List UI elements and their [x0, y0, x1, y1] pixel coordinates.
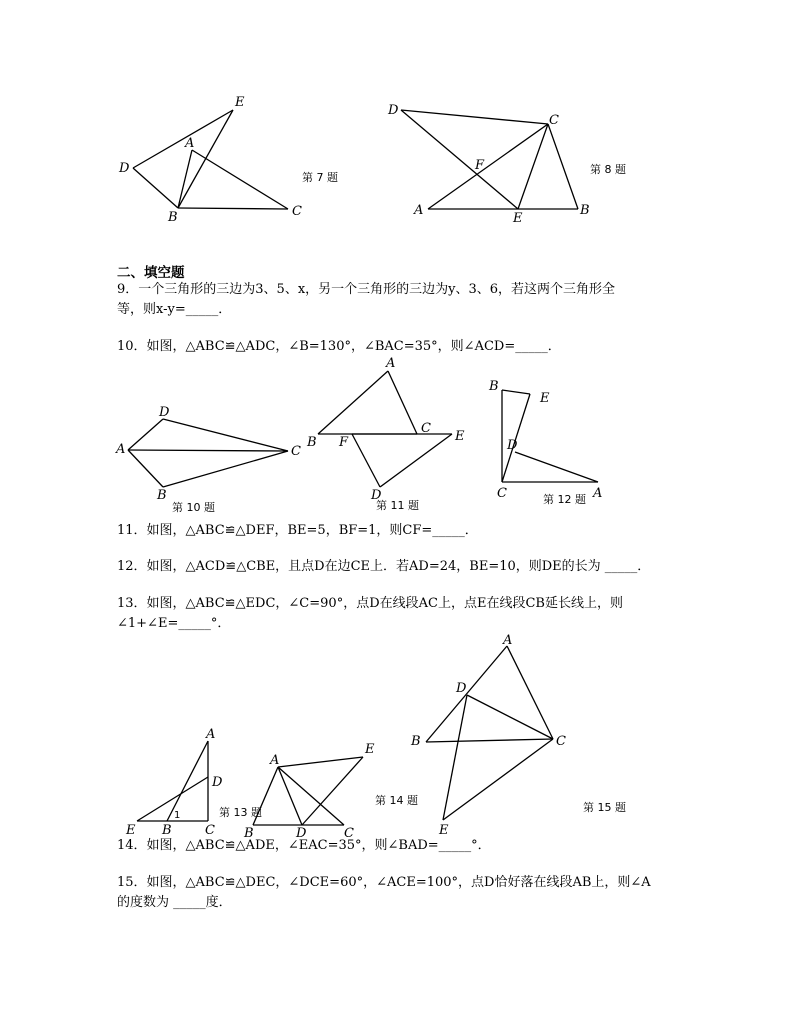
figure-8: [387, 103, 590, 226]
fig7-label-B: B: [168, 210, 178, 225]
fig13-label-D: D: [212, 775, 223, 790]
question-9-line-2: 等，则x-y=_____．: [117, 302, 232, 317]
fig8-label-F: F: [475, 158, 485, 173]
question-11: 11．如图，△ABC≌△DEF，BE=5，BF=1，则CF=_____．: [117, 523, 478, 538]
fig8-label-B: B: [580, 203, 590, 218]
fig15-label-B: B: [411, 734, 421, 749]
fig14-label-C: C: [344, 826, 354, 841]
fig11-label-E: E: [455, 429, 465, 444]
fig8-label-E: E: [513, 211, 523, 226]
fig15-label-C: C: [556, 734, 566, 749]
fig7-label-C: C: [292, 204, 302, 219]
fig8-label-C: C: [549, 113, 559, 128]
fig14-label-E: E: [365, 742, 375, 757]
figure-13: [125, 727, 223, 838]
fig7-label-E: E: [235, 95, 245, 110]
fig13-label-B: B: [162, 823, 172, 838]
figure-11: [306, 356, 465, 503]
figure-14: [243, 742, 375, 841]
fig8-label-A: A: [414, 203, 424, 218]
fig7-label-D: D: [119, 161, 130, 176]
fig14-label-B: B: [244, 826, 254, 841]
figure-11-caption: 第 11 题: [376, 499, 419, 512]
fig13-label-A: A: [206, 727, 216, 742]
fig12-label-B: B: [489, 379, 499, 394]
fig11-label-C: C: [421, 421, 431, 436]
fig12-label-C: C: [497, 486, 507, 501]
figure-7-caption: 第 7 题: [302, 171, 338, 184]
figure-15: [410, 633, 566, 838]
question-12: 12．如图，△ACD≌△CBE，且点D在边CE上．若AD=24，BE=10，则DE的长为 _____．: [117, 559, 651, 574]
question-10: 10．如图，△ABC≌△ADC，∠B=130°，∠BAC=35°，则∠ACD=_____．: [117, 339, 561, 354]
section-heading: 二、填空题: [117, 265, 185, 281]
fig10-label-A: A: [116, 442, 126, 457]
fig11-label-F: F: [339, 435, 349, 450]
fig14-label-A: A: [270, 753, 280, 768]
fig7-label-A: A: [185, 136, 195, 151]
figure-15-caption: 第 15 题: [583, 801, 626, 814]
figure-12: [488, 379, 602, 501]
fig15-label-D: D: [456, 681, 467, 696]
fig15-label-E: E: [439, 823, 449, 838]
question-14: 14．如图，△ABC≌△ADE，∠EAC=35°，则∠BAD=_____°．: [117, 838, 491, 853]
question-9-line-1: 9．一个三角形的三边为3、5、x，另一个三角形的三边为y、3、6，若这两个三角形全: [117, 282, 616, 297]
figure-8-caption: 第 8 题: [590, 163, 626, 176]
figure-10-caption: 第 10 题: [172, 501, 215, 514]
fig10-label-C: C: [291, 444, 301, 459]
figure-7: [118, 95, 302, 225]
question-15-line-1: 15．如图，△ABC≌△DEC，∠DCE=60°，∠ACE=100°，点D恰好落在线段AB上，则∠A: [117, 875, 651, 890]
fig10-label-B: B: [157, 488, 167, 503]
fig15-label-A: A: [503, 633, 513, 648]
fig13-label-C: C: [205, 823, 215, 838]
figure-14-caption: 第 14 题: [375, 794, 418, 807]
fig12-label-E: E: [540, 391, 550, 406]
fig14-label-D: D: [296, 826, 307, 841]
fig12-label-A: A: [593, 486, 603, 501]
fig13-angle-1: 1: [174, 810, 181, 821]
question-15-line-2: 的度数为 _____度．: [117, 895, 232, 910]
figure-12-caption: 第 12 题: [543, 493, 586, 506]
question-13-line-2: ∠1+∠E=_____°．: [117, 616, 231, 631]
question-13-line-1: 13．如图，△ABC≌△EDC，∠C=90°，点D在线段AC上，点E在线段CB延长线上，则: [117, 596, 623, 611]
fig11-label-D: D: [371, 488, 382, 503]
fig12-label-D: D: [507, 438, 518, 453]
fig11-label-A: A: [386, 356, 396, 371]
fig11-label-B: B: [307, 435, 317, 450]
fig10-label-D: D: [159, 405, 170, 420]
figure-13-caption: 第 13 题: [219, 806, 262, 819]
figure-10: [115, 405, 301, 503]
fig8-label-D: D: [388, 103, 399, 118]
fig13-label-E: E: [126, 823, 136, 838]
